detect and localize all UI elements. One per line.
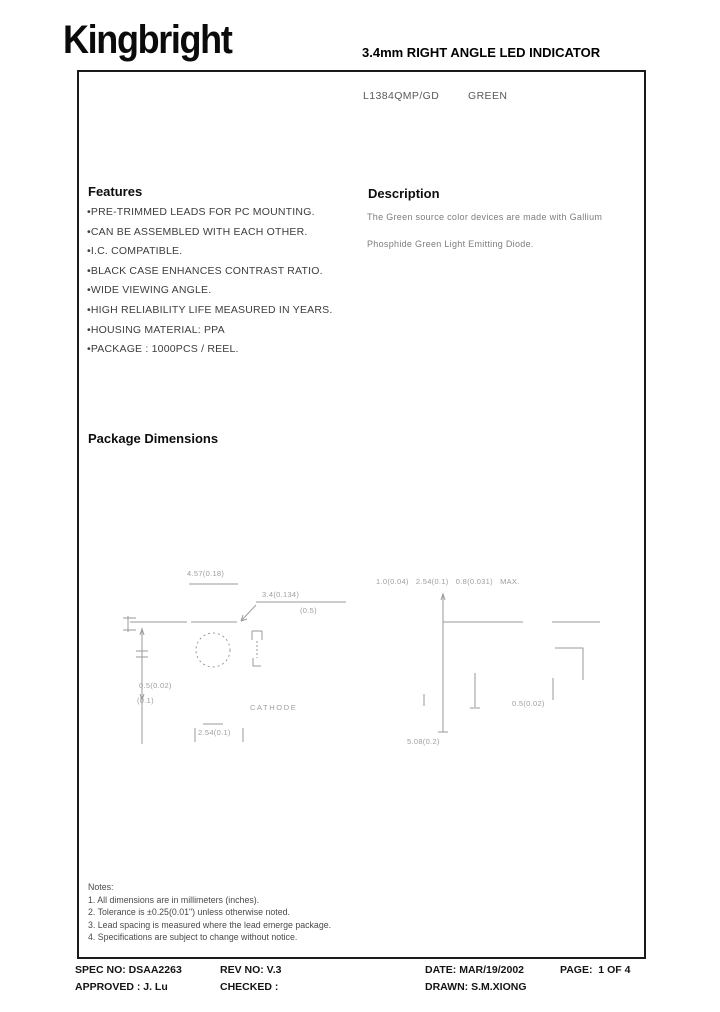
side-view xyxy=(424,594,600,732)
dimension-label: (0.1) xyxy=(137,696,154,705)
description-line: The Green source color devices are made with Gallium xyxy=(367,212,603,222)
package-dimensions-heading: Package Dimensions xyxy=(88,431,219,446)
dimension-label: 0.5(0.02) xyxy=(512,699,545,708)
footer-drawn: DRAWN: S.M.XIONG xyxy=(425,981,527,993)
dimension-label: 5.08(0.2) xyxy=(407,737,440,746)
note-item: 1. All dimensions are in millimeters (inches). xyxy=(88,894,260,905)
feature-item: •PACKAGE : 1000PCS / REEL. xyxy=(87,343,239,356)
dimension-label: 0.5(0.02) xyxy=(139,681,172,690)
feature-item: •WIDE VIEWING ANGLE. xyxy=(87,284,212,297)
note-item: 3. Lead spacing is measured where the lead emerge package. xyxy=(88,919,332,930)
features-heading: Features xyxy=(88,184,143,199)
dimension-label: (0.5) xyxy=(300,606,317,615)
feature-item: •CAN BE ASSEMBLED WITH EACH OTHER. xyxy=(87,225,308,238)
notes-block xyxy=(88,881,331,944)
part-number: L1384QMP/GD xyxy=(363,90,440,102)
notes-heading: Notes: xyxy=(88,882,114,892)
cathode-label: CATHODE xyxy=(250,703,298,712)
features-list xyxy=(87,203,332,360)
footer-page: PAGE: 1 OF 4 xyxy=(560,964,631,976)
dimension-label: 4.57(0.18) xyxy=(187,569,225,578)
feature-item: •HOUSING MATERIAL: PPA xyxy=(87,323,225,336)
description-heading: Description xyxy=(368,186,440,201)
document-title: 3.4mm RIGHT ANGLE LED INDICATOR xyxy=(362,45,601,60)
feature-item: •I.C. COMPATIBLE. xyxy=(87,245,183,258)
dimension-label: 3.4(0.134) xyxy=(262,590,300,599)
footer-checked: CHECKED : xyxy=(220,981,279,993)
dimension-label: 2.54(0.1) xyxy=(198,728,231,737)
note-item: 2. Tolerance is ±0.25(0.01") unless otherwise noted. xyxy=(88,907,290,917)
feature-item: •HIGH RELIABILITY LIFE MEASURED IN YEARS. xyxy=(87,303,333,316)
footer-spec-no: SPEC NO: DSAA2263 xyxy=(75,964,182,976)
description-line: Phosphide Green Light Emitting Diode. xyxy=(367,239,534,249)
note-item: 4. Specifications are subject to change without notice. xyxy=(88,932,298,942)
footer-date: DATE: MAR/19/2002 xyxy=(425,964,525,976)
package-dimension-drawing xyxy=(110,553,640,768)
emitted-color: GREEN xyxy=(468,90,508,102)
footer-rev-no: REV NO: V.3 xyxy=(220,964,282,976)
feature-item: •PRE-TRIMMED LEADS FOR PC MOUNTING. xyxy=(87,206,315,218)
kingbright-logo: Kingbright xyxy=(63,18,232,62)
feature-item: •BLACK CASE ENHANCES CONTRAST RATIO. xyxy=(87,264,323,277)
footer-approved: APPROVED : J. Lu xyxy=(75,981,168,993)
dimension-label: 1.0(0.04) 2.54(0.1) 0.8(0.031) MAX. xyxy=(376,577,520,586)
